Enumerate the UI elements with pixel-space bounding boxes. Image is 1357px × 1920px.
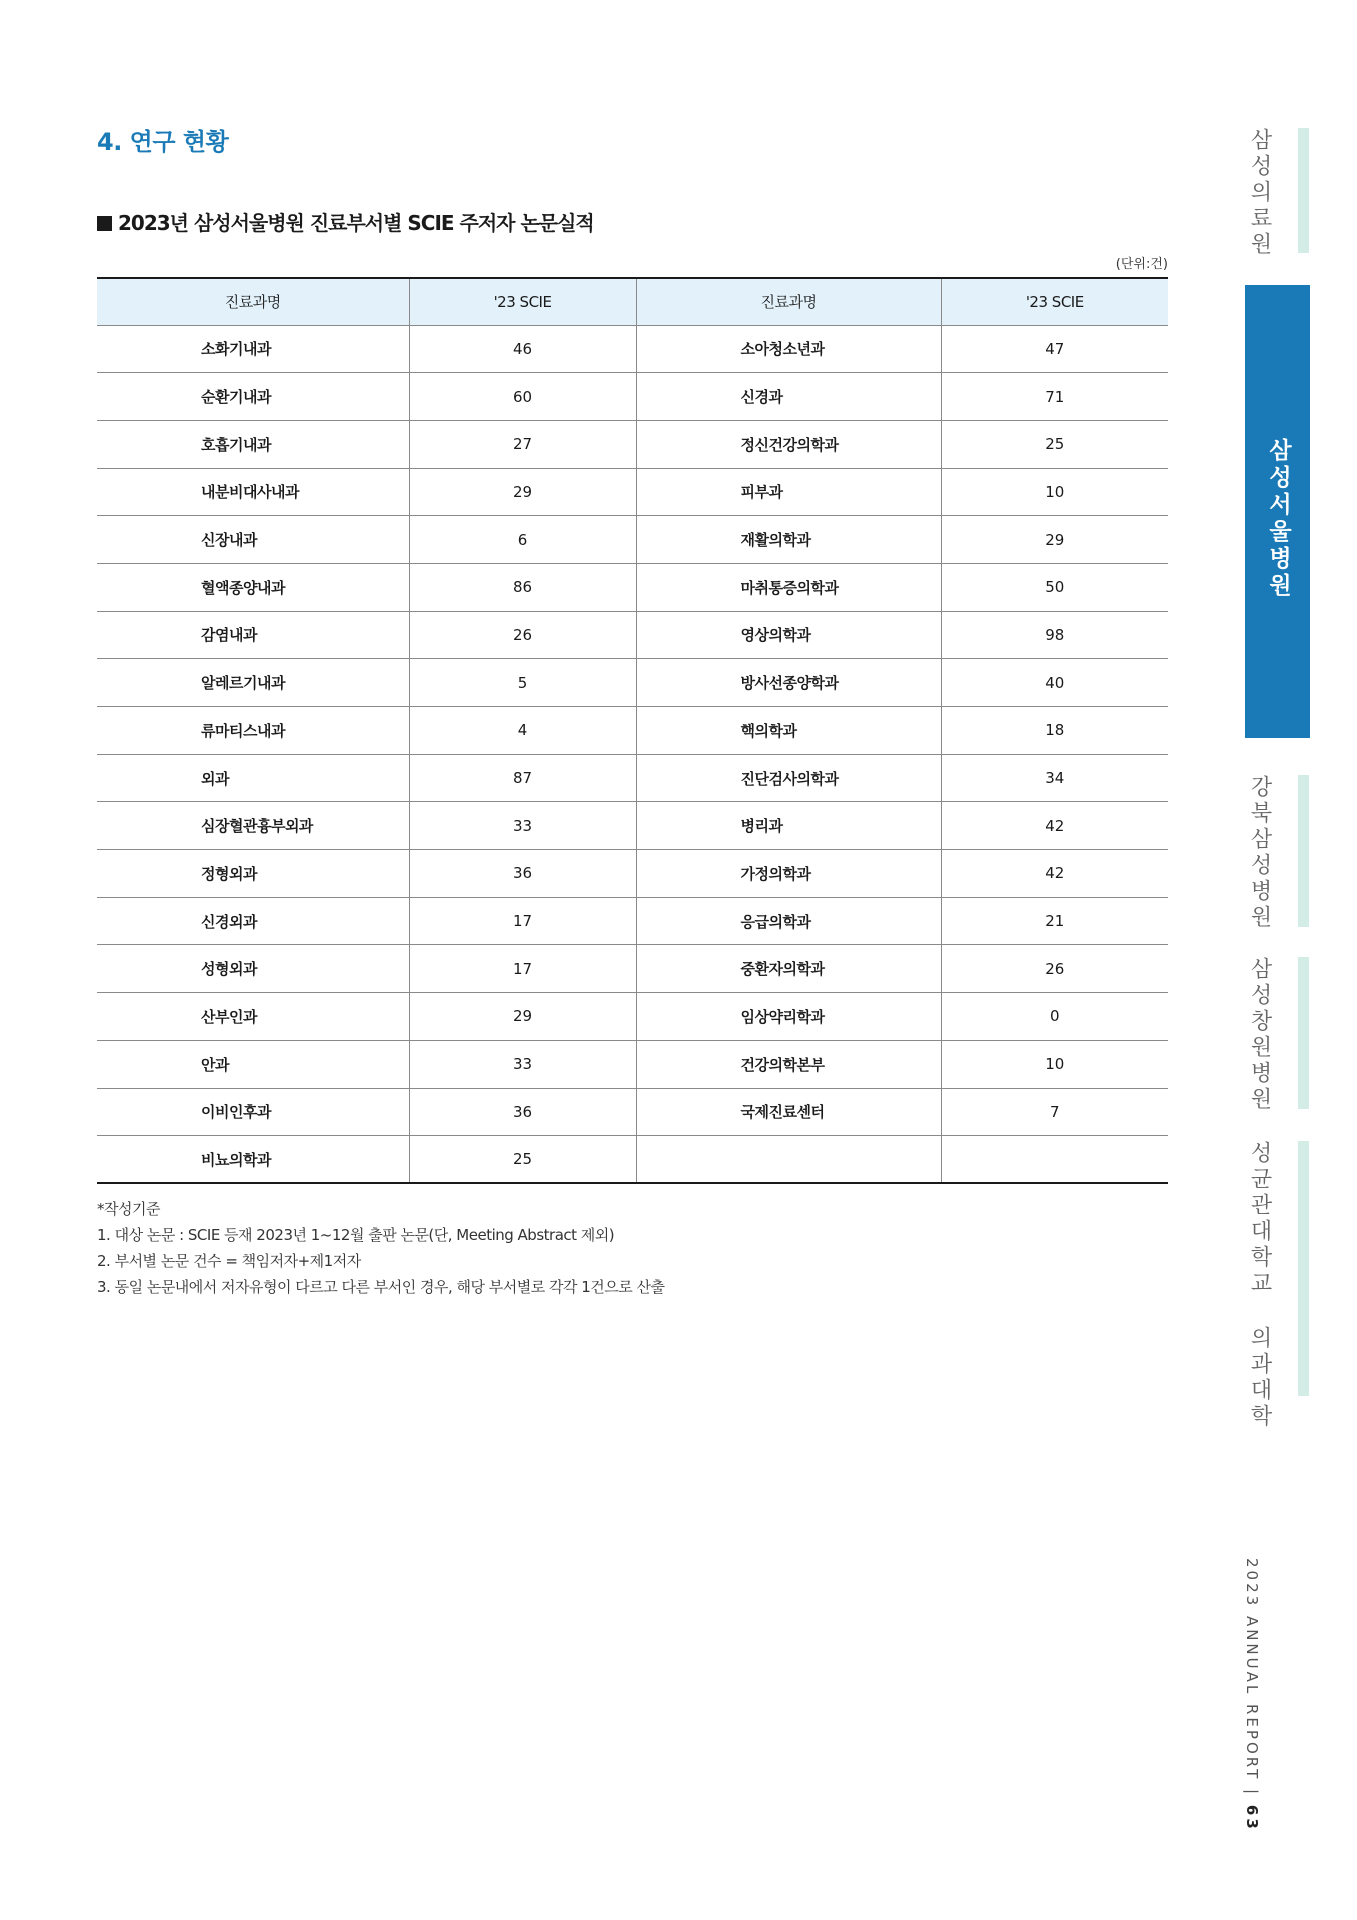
scie-count-left: 60 [409,373,636,421]
scie-count-right: 42 [941,802,1168,850]
scie-count-right: 71 [941,373,1168,421]
report-name: 2023 ANNUAL REPORT [1243,1558,1261,1782]
table-row [97,1088,1168,1136]
dept-name-left: 신경외과 [97,897,409,945]
dept-name-right: 진단검사의학과 [636,754,941,802]
header-dept-right: 진료과명 [636,278,941,325]
table-row [97,373,1168,421]
scie-count-left: 36 [409,850,636,898]
note-line: 3. 동일 논문내에서 저자유형이 다르고 다른 부서인 경우, 해당 부서별로 각각 1건으로 산출 [97,1278,665,1296]
scie-count-right: 98 [941,611,1168,659]
scie-count-right: 21 [941,897,1168,945]
side-tab-samsung-medical-center[interactable]: 삼성의료원 [1247,128,1272,258]
scie-count-left: 36 [409,1088,636,1136]
side-tab-bar [1298,1141,1309,1396]
side-tab-samsung-changwon[interactable]: 삼성창원병원 [1247,957,1272,1113]
table-row [97,754,1168,802]
scie-count-right: 26 [941,945,1168,993]
scie-count-right: 40 [941,659,1168,707]
dept-name-right: 가정의학과 [636,850,941,898]
scie-count-left: 29 [409,993,636,1041]
table-row [97,611,1168,659]
dept-name-right: 국제진료센터 [636,1088,941,1136]
scie-count-left: 5 [409,659,636,707]
side-tab-bar [1298,128,1309,253]
dept-name-left: 심장혈관흉부외과 [97,802,409,850]
scie-count-right: 50 [941,563,1168,611]
dept-name-left: 안과 [97,1040,409,1088]
table-row [97,325,1168,373]
scie-count-left: 27 [409,420,636,468]
scie-count-left: 86 [409,563,636,611]
scie-count-left: 6 [409,516,636,564]
table-row [97,707,1168,755]
scie-count-right [941,1136,1168,1184]
scie-count-right: 47 [941,325,1168,373]
dept-name-right: 영상의학과 [636,611,941,659]
dept-name-right: 정신건강의학과 [636,420,941,468]
scie-count-left: 46 [409,325,636,373]
bullet-square-icon [97,216,112,231]
table-title-text: 2023년 삼성서울병원 진료부서별 SCIE 주저자 논문실적 [118,211,594,235]
scie-count-right: 29 [941,516,1168,564]
table-row [97,420,1168,468]
dept-name-left: 비뇨의학과 [97,1136,409,1184]
scie-count-right: 7 [941,1088,1168,1136]
scie-count-left: 26 [409,611,636,659]
side-tab-bar [1298,775,1309,927]
header-scie-right: '23 SCIE [941,278,1168,325]
notes-heading: *작성기준 [97,1200,160,1218]
table-row [97,659,1168,707]
scie-count-right: 0 [941,993,1168,1041]
dept-name-right: 건강의학본부 [636,1040,941,1088]
dept-name-left: 외과 [97,754,409,802]
dept-name-left: 신장내과 [97,516,409,564]
scie-count-right: 42 [941,850,1168,898]
table-row [97,1136,1168,1184]
table-row [97,468,1168,516]
dept-name-right: 병리과 [636,802,941,850]
dept-name-right: 신경과 [636,373,941,421]
scie-count-left: 33 [409,1040,636,1088]
dept-name-left: 류마티스내과 [97,707,409,755]
notes [97,1196,665,1300]
dept-name-left: 혈액종양내과 [97,563,409,611]
header-scie-left: '23 SCIE [409,278,636,325]
dept-name-right: 재활의학과 [636,516,941,564]
scie-count-right: 34 [941,754,1168,802]
side-tab-samsung-seoul-hospital[interactable]: 삼성서울병원 [1265,438,1291,600]
page-footer [1243,1558,1261,1832]
dept-name-right: 마취통증의학과 [636,563,941,611]
table-row [97,945,1168,993]
table-header-row [97,278,1168,325]
scie-table [97,277,1168,1184]
table-row [97,850,1168,898]
table-row [97,563,1168,611]
section-title: 4. 연구 현황 [97,128,229,156]
scie-count-left: 4 [409,707,636,755]
dept-name-right: 피부과 [636,468,941,516]
scie-count-right: 10 [941,1040,1168,1088]
table-title [97,207,594,236]
scie-count-left: 33 [409,802,636,850]
dept-name-left: 감염내과 [97,611,409,659]
dept-name-left: 산부인과 [97,993,409,1041]
scie-count-left: 17 [409,945,636,993]
dept-name-left: 순환기내과 [97,373,409,421]
side-tab-bar [1298,957,1309,1109]
scie-count-right: 10 [941,468,1168,516]
note-line: 2. 부서별 논문 건수 = 책임저자+제1저자 [97,1252,361,1270]
side-tab-skku-medicine[interactable]: 성균관대학교 의과대학 [1247,1141,1272,1430]
side-tab-kangbuk-samsung[interactable]: 강북삼성병원 [1247,775,1272,931]
dept-name-left: 내분비대사내과 [97,468,409,516]
dept-name-right: 핵의학과 [636,707,941,755]
scie-count-left: 17 [409,897,636,945]
page-number: 63 [1243,1804,1261,1832]
scie-count-left: 29 [409,468,636,516]
dept-name-left: 알레르기내과 [97,659,409,707]
dept-name-left: 성형외과 [97,945,409,993]
table-row [97,993,1168,1041]
table-row [97,897,1168,945]
header-dept-left: 진료과명 [97,278,409,325]
table-row [97,1040,1168,1088]
note-line: 1. 대상 논문 : SCIE 등재 2023년 1~12월 출판 논문(단, Meeting Abstract 제외) [97,1226,615,1244]
dept-name-left: 호흡기내과 [97,420,409,468]
table-row [97,802,1168,850]
dept-name-right [636,1136,941,1184]
dept-name-right: 중환자의학과 [636,945,941,993]
dept-name-left: 정형외과 [97,850,409,898]
scie-count-right: 25 [941,420,1168,468]
scie-count-left: 25 [409,1136,636,1184]
unit-label: (단위:건) [1115,257,1168,272]
dept-name-left: 소화기내과 [97,325,409,373]
scie-count-right: 18 [941,707,1168,755]
dept-name-left: 이비인후과 [97,1088,409,1136]
dept-name-right: 소아청소년과 [636,325,941,373]
footer-separator: | [1243,1789,1261,1798]
dept-name-right: 임상약리학과 [636,993,941,1041]
dept-name-right: 응급의학과 [636,897,941,945]
dept-name-right: 방사선종양학과 [636,659,941,707]
table-row [97,516,1168,564]
scie-count-left: 87 [409,754,636,802]
